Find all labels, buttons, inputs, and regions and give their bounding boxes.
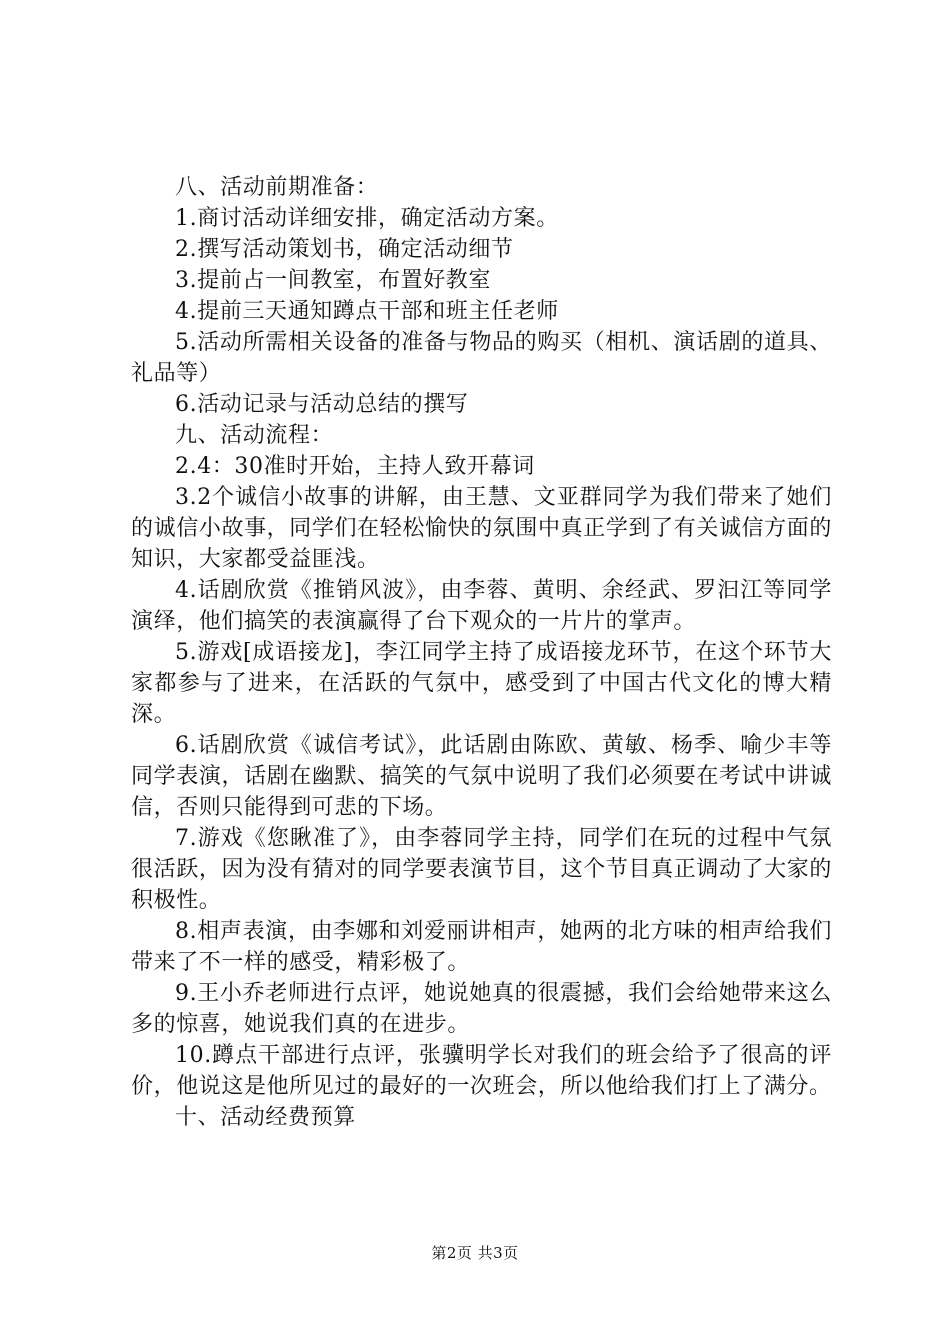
section-heading-budget: 十、活动经费预算 [175, 1105, 356, 1130]
list-item: 4.提前三天通知蹲点干部和班主任老师 [175, 299, 559, 324]
list-item: 5.活动所需相关设备的准备与物品的购买（相机、演话剧的道具、礼品等） [131, 330, 832, 386]
list-item: 7.游戏《您瞅准了》，由李蓉同学主持，同学们在玩的过程中气氛很活跃，因为没有猜对的同学要表演节目，这个节目真正调动了大家的积极性。 [131, 826, 832, 913]
list-item: 5.游戏[成语接龙]，李江同学主持了成语接龙环节，在这个环节大家都参与了进来，在活跃的气氛中，感受到了中国古代文化的博大精深。 [131, 640, 832, 727]
list-item: 10.蹲点干部进行点评，张骥明学长对我们的班会给予了很高的评价，他说这是他所见过的最好的一次班会，所以他给我们打上了满分。 [131, 1043, 832, 1099]
section-heading-process: 九、活动流程： [175, 423, 334, 448]
list-item: 3.提前占一间教室，布置好教室 [175, 268, 491, 293]
list-item: 4.话剧欣赏《推销风波》，由李蓉、黄明、余经武、罗汩江等同学演绎，他们搞笑的表演赢得了台下观众的一片片的掌声。 [131, 578, 832, 634]
list-item: 2.撰写活动策划书，确定活动细节 [175, 237, 514, 262]
list-item: 6.活动记录与活动总结的撰写 [175, 392, 469, 417]
list-item: 3.2个诚信小故事的讲解，由王慧、文亚群同学为我们带来了她们的诚信小故事，同学们在轻松愉快的氛围中真正学到了有关诚信方面的知识，大家都受益匪浅。 [131, 485, 832, 572]
list-item: 9.王小乔老师进行点评，她说她真的很震撼，我们会给她带来这么多的惊喜，她说我们真的在进步。 [131, 981, 832, 1037]
section-heading-preparation: 八、活动前期准备： [175, 175, 379, 200]
document-body [131, 172, 832, 1133]
list-item: 6.话剧欣赏《诚信考试》，此话剧由陈欧、黄敏、杨季、喻少丰等同学表演，话剧在幽默、搞笑的气氛中说明了我们必须要在考试中讲诚信，否则只能得到可悲的下场。 [131, 733, 832, 820]
page-footer: 第2页 共3页 [431, 1244, 519, 1262]
list-item: 2.4：30准时开始，主持人致开幕词 [175, 454, 535, 479]
list-item: 1.商讨活动详细安排，确定活动方案。 [175, 206, 559, 231]
list-item: 8.相声表演，由李娜和刘爱丽讲相声，她两的北方味的相声给我们带来了不一样的感受，精彩极了。 [131, 919, 832, 975]
